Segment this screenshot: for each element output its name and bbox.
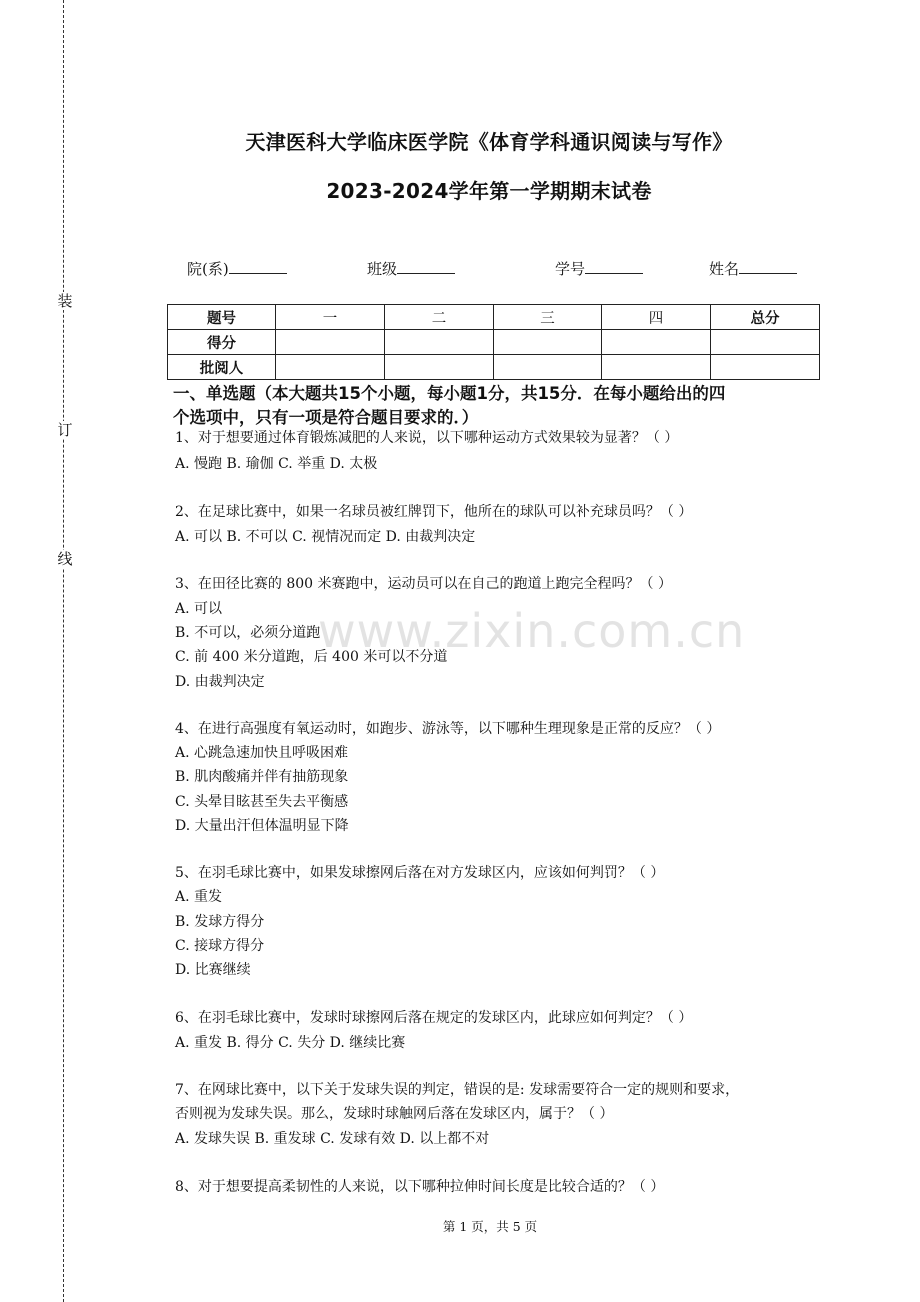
- question-6-options: A. 重发 B. 得分 C. 失分 D. 继续比赛: [175, 1035, 406, 1051]
- name-label: 姓名: [709, 260, 740, 278]
- question-5-option-d: D. 比赛继续: [175, 962, 251, 978]
- department-blank[interactable]: [229, 259, 287, 274]
- watermark: www.zixin.com.cn: [318, 604, 746, 658]
- score-cell[interactable]: [711, 330, 820, 355]
- class-label: 班级: [367, 260, 398, 278]
- question-5-stem: 5、在羽毛球比赛中，如果发球擦网后落在对方发球区内，应该如何判罚？（ ）: [175, 865, 665, 881]
- department-field[interactable]: [187, 258, 287, 279]
- score-table-header: 总分: [711, 305, 820, 330]
- student-id-label: 学号: [555, 260, 586, 278]
- binding-char-ding: 订: [57, 421, 73, 439]
- reviewer-cell[interactable]: [385, 355, 494, 380]
- question-1-options: A. 慢跑 B. 瑜伽 C. 举重 D. 太极: [175, 456, 378, 472]
- score-table-header: 一: [276, 305, 385, 330]
- name-blank[interactable]: [739, 259, 797, 274]
- reviewer-cell[interactable]: [494, 355, 602, 380]
- name-field[interactable]: [709, 258, 797, 279]
- score-table-header: 二: [385, 305, 494, 330]
- question-6-stem: 6、在羽毛球比赛中，发球时球擦网后落在规定的发球区内，此球应如何判定？（ ）: [175, 1010, 693, 1026]
- question-8-stem: 8、对于想要提高柔韧性的人来说，以下哪种拉伸时间长度是比较合适的？（ ）: [175, 1179, 665, 1195]
- score-cell[interactable]: [494, 330, 602, 355]
- reviewer-cell[interactable]: [276, 355, 385, 380]
- department-label: 院(系): [187, 260, 229, 278]
- question-4-option-c: C. 头晕目眩甚至失去平衡感: [175, 794, 349, 810]
- score-cell[interactable]: [602, 330, 711, 355]
- question-7-stem-line1: 7、在网球比赛中，以下关于发球失误的判定，错误的是: 发球需要符合一定的规则和要求，: [175, 1082, 740, 1098]
- student-id-field[interactable]: [555, 258, 643, 279]
- score-table-row: [168, 355, 820, 380]
- binding-char-zhuang: 装: [57, 292, 73, 310]
- student-info-row: [0, 258, 920, 282]
- question-3-option-a: A. 可以: [175, 601, 223, 617]
- score-row-label: 得分: [168, 330, 276, 355]
- question-7-options: A. 发球失误 B. 重发球 C. 发球有效 D. 以上都不对: [175, 1131, 490, 1147]
- student-id-blank[interactable]: [585, 259, 643, 274]
- question-2-stem: 2、在足球比赛中，如果一名球员被红牌罚下，他所在的球队可以补充球员吗？（ ）: [175, 504, 693, 520]
- section1-heading-line2: 个选项中，只有一项是符合题目要求的．）: [173, 408, 479, 427]
- question-5-option-a: A. 重发: [175, 889, 223, 905]
- score-table-header-row: [168, 305, 820, 330]
- reviewer-cell[interactable]: [711, 355, 820, 380]
- page-footer: 第 1 页，共 5 页: [442, 1219, 538, 1234]
- score-table-header: 四: [602, 305, 711, 330]
- exam-title-line1: 天津医科大学临床医学院《体育学科通识阅读与写作》: [245, 130, 733, 154]
- question-4-option-b: B. 肌肉酸痛并伴有抽筋现象: [175, 769, 349, 785]
- section1-heading: [173, 382, 823, 430]
- score-table: [167, 304, 820, 380]
- question-3-stem: 3、在田径比赛的 800 米赛跑中，运动员可以在自己的跑道上跑完全程吗？（ ）: [175, 576, 672, 592]
- exam-title-line2: 2023-2024学年第一学期期末试卷: [326, 179, 652, 203]
- score-cell[interactable]: [276, 330, 385, 355]
- question-4-option-d: D. 大量出汗但体温明显下降: [175, 818, 349, 834]
- reviewer-cell[interactable]: [602, 355, 711, 380]
- score-cell[interactable]: [385, 330, 494, 355]
- question-4-option-a: A. 心跳急速加快且呼吸困难: [175, 745, 349, 761]
- question-2-options: A. 可以 B. 不可以 C. 视情况而定 D. 由裁判决定: [175, 529, 476, 545]
- binding-char-xian: 线: [57, 550, 73, 568]
- question-5-option-b: B. 发球方得分: [175, 914, 265, 930]
- score-row-label: 批阅人: [168, 355, 276, 380]
- class-field[interactable]: [367, 258, 455, 279]
- section1-heading-line1: 一、单选题（本大题共15个小题，每小题1分，共15分．在每小题给出的四: [173, 384, 726, 403]
- question-5-option-c: C. 接球方得分: [175, 938, 265, 954]
- score-table-row: [168, 330, 820, 355]
- question-7-stem-line2: 否则视为发球失误。那么，发球时球触网后落在发球区内，属于？（ ）: [175, 1106, 614, 1122]
- score-table-header: 题号: [168, 305, 276, 330]
- question-3-option-d: D. 由裁判决定: [175, 674, 265, 690]
- question-4-stem: 4、在进行高强度有氧运动时，如跑步、游泳等，以下哪种生理现象是正常的反应？（ ）: [175, 721, 721, 737]
- question-3-option-b: B. 不可以，必须分道跑: [175, 625, 321, 641]
- question-3-option-c: C. 前 400 米分道跑，后 400 米可以不分道: [175, 649, 448, 665]
- score-table-header: 三: [494, 305, 602, 330]
- question-1-stem: 1、对于想要通过体育锻炼减肥的人来说，以下哪种运动方式效果较为显著？（ ）: [175, 430, 679, 446]
- class-blank[interactable]: [397, 259, 455, 274]
